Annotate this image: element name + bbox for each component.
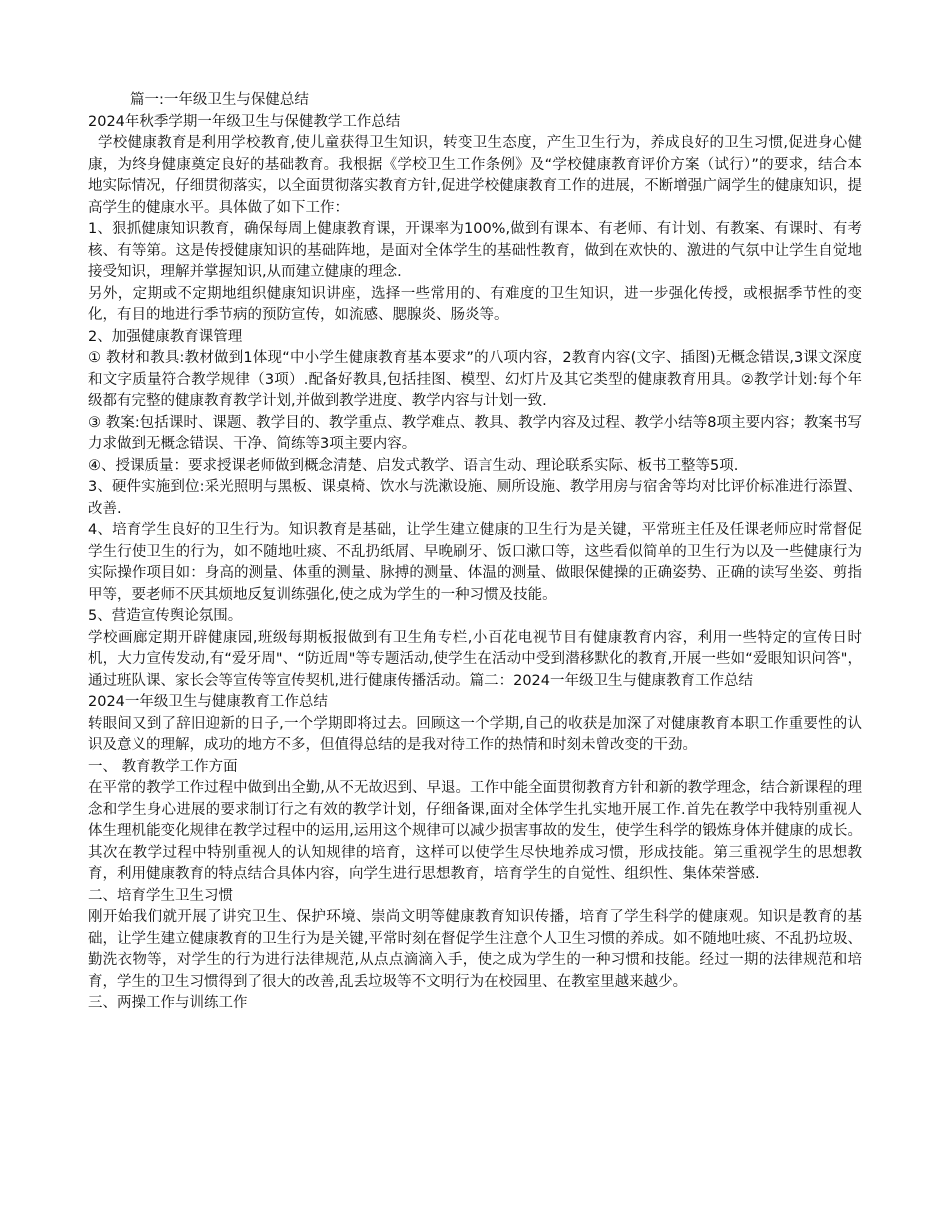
heading-section-3: 三、两操工作与训练工作: [88, 995, 248, 1011]
heading-item-2: 2、加强健康教育课管理: [88, 328, 243, 345]
paragraph-intro: 学校健康教育是利用学校教育,使儿童获得卫生知识，转变卫生态度，产生卫生行为，养成良好的卫生习惯,促进身心健康，为终身健康奠定良好的基础教育。我根据《学校卫生工作条例》及“学校健康教育评价方案（试行）”的要求，结合本地实际情况，仔细贯彻落实，以全面贯彻落实教育方针,促进学校健康教育工作的进展，不断增强广阔学生的健康知识，提高学生的健康水平。具体做了如下工作：: [88, 135, 862, 216]
paragraph-teaching-quality: ④、授课质量：要求授课老师做到概念清楚、启发式教学、语言生动、理论联系实际、板书工整等5项.: [88, 457, 739, 474]
heading-section-2: 二、培育学生卫生习惯: [88, 887, 233, 904]
heading-item-5: 5、营造宣传舆论氛围。: [88, 608, 243, 624]
paragraph-semester-review: 转眼间又到了辞旧迎新的日子,一个学期即将过去。回顾这一个学期,自己的收获是加深了对健康教育本职工作重要性的认识及意义的理解，成功的地方不多，但值得总结的是我对待工作的热情和时刻未曾改变的干劲。: [88, 715, 862, 753]
paragraph-materials: ① 教材和教具:教材做到1体现“中小学生健康教育基本要求”的八项内容，2教育内容(文字、插图)无概念错误,3课文深度和文字质量符合教学规律（3项）.配备好教具,包括挂图、模型、幻灯片及其它类型的健康教育用具。②教学计划:每个年级都有完整的健康教育教学计划,并做到教学进度、教学内容与计划一致.: [88, 350, 862, 409]
document-body: [88, 90, 862, 1015]
paragraph-item-1: 1、狠抓健康知识教育，确保每周上健康教育课，开课率为100%,做到有课本、有老师、有计划、有教案、有课时、有考核、有等第。这是传授健康知识的基础阵地，是面对全体学生的基础性教育，做到在欢快的、激进的气氛中让学生自觉地接受知识，理解并掌握知识,从而建立健康的理念.: [88, 221, 862, 280]
paragraph-item-4: 4、培育学生良好的卫生行为。知识教育是基础，让学生建立健康的卫生行为是关键，平常班主任及任课老师应时常督促学生行使卫生的行为，如不随地吐痰、不乱扔纸屑、早晚刷牙、饭口漱口等，这些看似简单的卫生行为以及一些健康行为实际操作项目如：身高的测量、体重的测量、脉搏的测量、体温的测量、做眼保健操的正确姿势、正确的读写坐姿、剪指甲等，要老师不厌其烦地反复训练强化,使之成为学生的一种习惯及技能。: [88, 522, 862, 603]
paragraph-lectures: 另外，定期或不定期地组织健康知识讲座，选择一些常用的、有难度的卫生知识，进一步强化传授，或根据季节性的变化，有目的地进行季节病的预防宣传，如流感、腮腺炎、肠炎等。: [88, 285, 862, 323]
heading-section-1: 一、 教育教学工作方面: [88, 758, 238, 775]
paragraph-hygiene-habits: 刚开始我们就开展了讲究卫生、保护环境、崇尚文明等健康教育知识传播，培育了学生科学的健康观。知识是教育的基础，让学生建立健康教育的卫生行为是关键,平常时刻在督促学生注意个人卫生习惯的养成。如不随地吐痰、不乱扔垃圾、勤洗衣物等，对学生的行为进行法律规范,从点点滴滴入手，使之成为学生的一种习惯和技能。经过一期的法律规范和培育，学生的卫生习惯得到了很大的改善,乱丢垃圾等不文明行为在校园里、在教室里越来越少。: [88, 909, 862, 990]
article-title: 2024年秋季学期一年级卫生与保健教学工作总结: [88, 113, 401, 130]
paragraph-item-3: 3、硬件实施到位:采光照明与黑板、课桌椅、饮水与洗漱设施、厕所设施、教学用房与宿舍等均对比评价标准进行添置、改善.: [88, 479, 862, 517]
paragraph-teaching-work: 在平常的教学工作过程中做到出全勤,从不无故迟到、早退。工作中能全面贯彻教育方针和新的教学理念，结合新课程的理念和学生身心进展的要求制订行之有效的教学计划，仔细备课,面对全体学生扎实地开展工作.首先在教学中我特别重视人体生理机能变化规律在教学过程中的运用,运用这个规律可以减少损害事故的发生，使学生科学的锻炼身体并健康的成长。其次在教学过程中特别重视人的认知规律的培育，这样可以使学生尽快地养成习惯，形成技能。第三重视学生的思想教育，利用健康教育的特点结合具体内容，向学生进行思想教育，培育学生的自觉性、组织性、集体荣誉感.: [88, 780, 862, 882]
paragraph-lesson-plans: ③ 教案:包括课时、课题、教学目的、教学重点、教学难点、教具、教学内容及过程、教学小结等8项主要内容；教案书写力求做到无概念错误、干净、简练等3项主要内容。: [88, 414, 862, 452]
article-section-heading: 篇一:一年级卫生与保健总结: [130, 92, 309, 108]
article-title-2: 2024一年级卫生与健康教育工作总结: [88, 694, 328, 710]
paragraph-publicity: 学校画廊定期开辟健康园,班级每期板报做到有卫生角专栏,小百花电视节目有健康教育内容，利用一些特定的宣传日时机，大力宣传发动,有“爱牙周"、“防近周"等专题活动,使学生在活动中受到潜移默化的教育,开展一些如“爱眼知识问答"，通过班队课、家长会等宣传等宣传契机,进行健康传播活动。篇二：2024一年级卫生与健康教育工作总结: [88, 629, 862, 689]
